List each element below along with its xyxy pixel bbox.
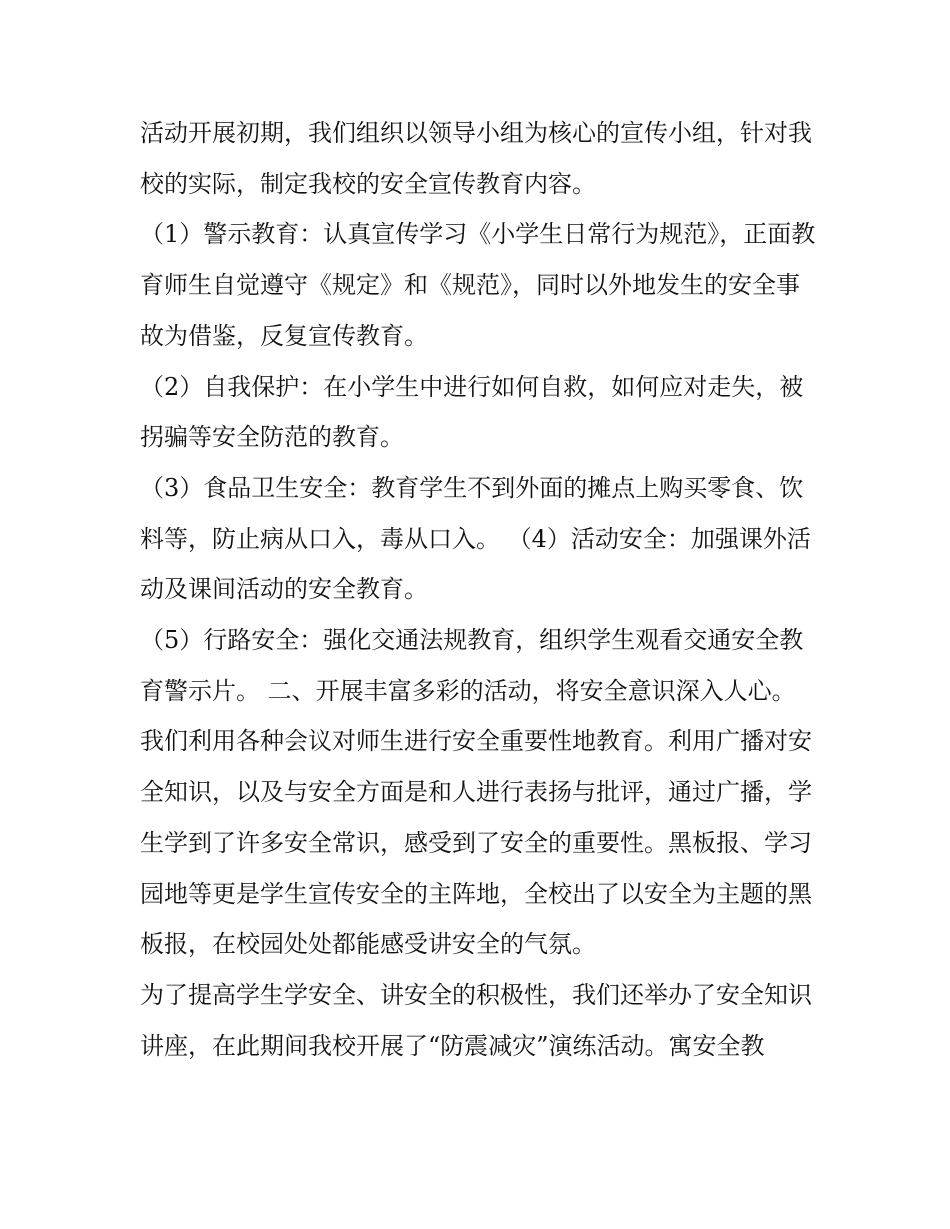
paragraph-lecture-drill: 为了提高学生学安全、讲安全的积极性，我们还举办了安全知识讲座，在此期间我校开展了“防震减灾”演练活动。寓安全教: [140, 980, 812, 1060]
paragraph-food-activity-safety: （3）食品卫生安全：教育学生不到外面的摊点上购买零食、饮料等，防止病从口入，毒从口入。 （4）活动安全：加强课外活动及课间活动的安全教育。: [140, 473, 811, 604]
paragraph-meetings-broadcast: 我们利用各种会议对师生进行安全重要性地教育。利用广播对安全知识，以及与安全方面是和人进行表扬与批评，通过广播，学生学到了许多安全常识，感受到了安全的重要性。黑板报、学习园地等更是学生宣传安全的主阵地，全校出了以安全为主题的黑板报，在校园处处都能感受讲安全的气氛。: [140, 727, 812, 959]
paragraph-intro: 活动开展初期，我们组织以领导小组为核心的宣传小组，针对我校的实际，制定我校的安全宣传教育内容。: [140, 119, 812, 198]
document-body: [140, 108, 820, 1071]
paragraph-warning-education: （1）警示教育：认真宣传学习《小学生日常行为规范》，正面教育师生自觉遵守《规定》和《规范》，同时以外地发生的安全事故为借鉴，反复宣传教育。: [140, 220, 816, 350]
paragraph-road-safety: （5）行路安全：强化交通法规教育，组织学生观看交通安全教育警示片。 二、开展丰富多彩的活动，将安全意识深入人心。: [140, 626, 804, 705]
paragraph-self-protection: （2）自我保护：在小学生中进行如何自救，如何应对走失，被拐骗等安全防范的教育。: [140, 372, 804, 452]
